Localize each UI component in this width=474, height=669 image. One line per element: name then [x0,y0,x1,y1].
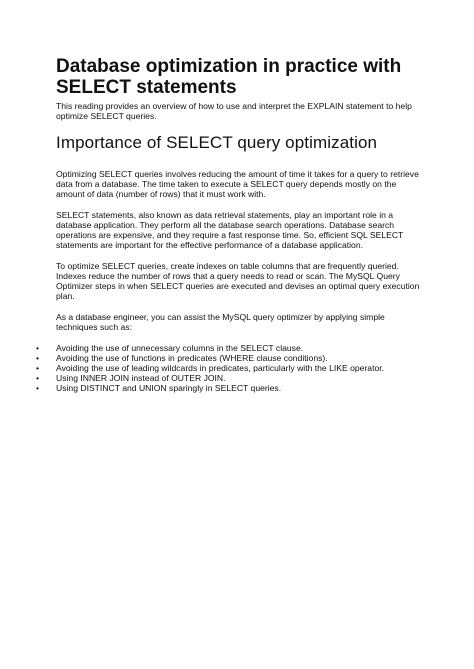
bullet-icon: • [36,373,40,383]
list-item-text: Using DISTINCT and UNION sparingly in SELECT queries. [56,383,282,393]
list-item-text: Avoiding the use of leading wildcards in predicates, particularly with the LIKE operator. [56,363,385,373]
paragraph-4: As a database engineer, you can assist the MySQL query optimizer by applying simple techniques such as: [56,312,385,332]
list-item [36,343,424,353]
list-item [36,353,424,363]
list-item-text: Avoiding the use of functions in predicates (WHERE clause conditions). [56,353,328,363]
bullet-icon: • [36,353,40,363]
document-title: Database optimization in practice with SELECT statements [56,56,402,98]
list-item [36,383,424,393]
techniques-list [36,343,424,393]
document-page [36,56,424,393]
paragraph-2: SELECT statements, also known as data retrieval statements, play an important role in a database application. They perform all the database search operations. Database search operations are expensive, and they require a fast response time. So, efficient SQL SELECT statements are important for the effective performance of a database application. [56,210,404,250]
list-item [36,363,424,373]
intro-paragraph: This reading provides an overview of how to use and interpret the EXPLAIN statement to help optimize SELECT queries. [56,101,412,121]
bullet-icon: • [36,363,40,373]
list-item [36,373,424,383]
bullet-icon: • [36,343,40,353]
list-item-text: Using INNER JOIN instead of OUTER JOIN. [56,373,226,383]
paragraph-1: Optimizing SELECT queries involves reducing the amount of time it takes for a query to retrieve data from a database. The time taken to execute a SELECT query depends mostly on the amount of data (number of rows) that it must work with. [56,169,419,199]
bullet-icon: • [36,383,40,393]
list-item-text: Avoiding the use of unnecessary columns in the SELECT clause. [56,343,304,353]
section-heading: Importance of SELECT query optimization [56,133,378,152]
paragraph-3: To optimize SELECT queries, create indexes on table columns that are frequently queried. Indexes reduce the number of rows that a query needs to read or scan. The MySQL Query Optimizer steps in when SELECT queries are executed and devises an optimal query execution plan. [56,261,420,301]
